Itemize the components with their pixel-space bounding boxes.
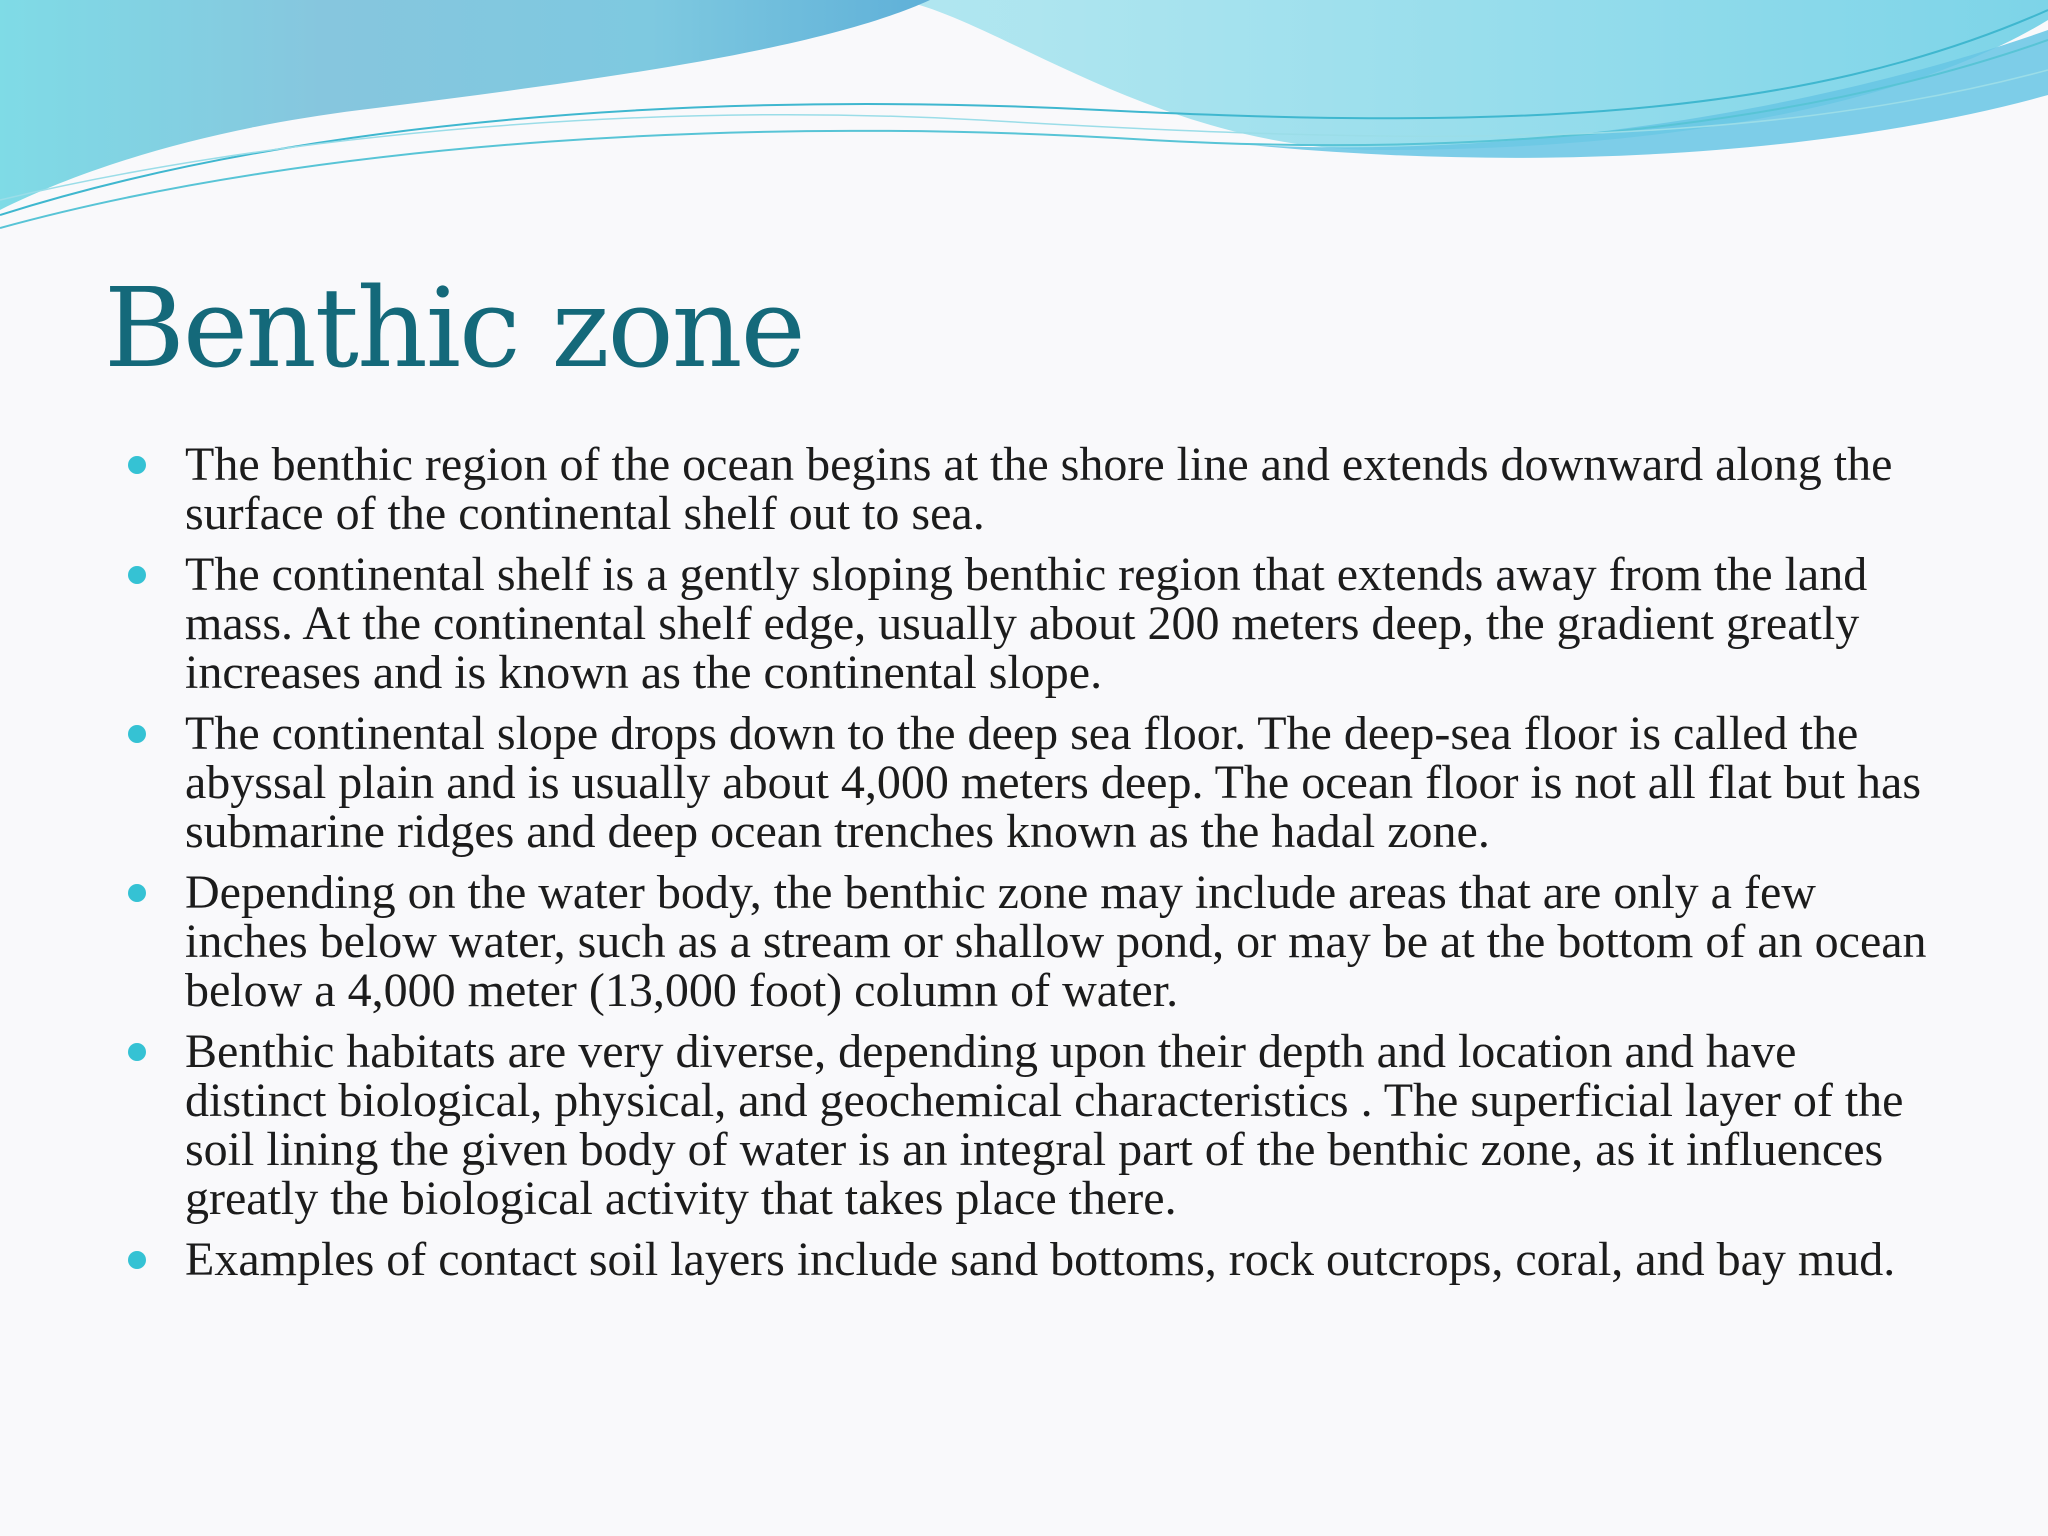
bullet-dot-icon bbox=[128, 1043, 146, 1061]
bullet-dot-icon bbox=[128, 1251, 146, 1269]
bullet-list bbox=[128, 440, 1928, 1296]
bullet-text: The continental shelf is a gently sloping benthic region that extends away from the land mass. At the continental shelf edge, usually about 200 meters deep, the gradient greatly increases and is known as the continental slope. bbox=[185, 548, 1868, 699]
bullet-text: The continental slope drops down to the deep sea floor. The deep-sea floor is called the abyssal plain and is usually about 4,000 meters deep. The ocean floor is not all flat but has submarine ridges and deep ocean trenches known as the hadal zone. bbox=[185, 707, 1922, 858]
bullet-dot-icon bbox=[128, 566, 146, 584]
bullet-text: Benthic habitats are very diverse, depending upon their depth and location and have distinct biological, physical, and geochemical characteristics . The superficial layer of the soil lining the given body of water is an integral part of the benthic zone, as it influences greatly the biological activity that takes place there. bbox=[185, 1025, 1904, 1225]
bullet-item bbox=[128, 550, 1928, 697]
bullet-item bbox=[128, 440, 1928, 538]
slide-title: Benthic zone bbox=[104, 264, 804, 392]
bullet-text: Depending on the water body, the benthic zone may include areas that are only a few inches below water, such as a stream or shallow pond, or may be at the bottom of an ocean below a 4,000 meter (13,000 foot) column of water. bbox=[185, 866, 1927, 1017]
wave-decoration bbox=[0, 0, 2048, 240]
bullet-text: The benthic region of the ocean begins at the shore line and extends downward along the surface of the continental shelf out to sea. bbox=[185, 438, 1893, 540]
bullet-dot-icon bbox=[128, 725, 146, 743]
bullet-item bbox=[128, 868, 1928, 1015]
bullet-text: Examples of contact soil layers include sand bottoms, rock outcrops, coral, and bay mud. bbox=[185, 1233, 1896, 1286]
bullet-dot-icon bbox=[128, 884, 146, 902]
bullet-item bbox=[128, 709, 1928, 856]
bullet-item bbox=[128, 1027, 1928, 1223]
bullet-dot-icon bbox=[128, 456, 146, 474]
bullet-item bbox=[128, 1235, 1928, 1284]
